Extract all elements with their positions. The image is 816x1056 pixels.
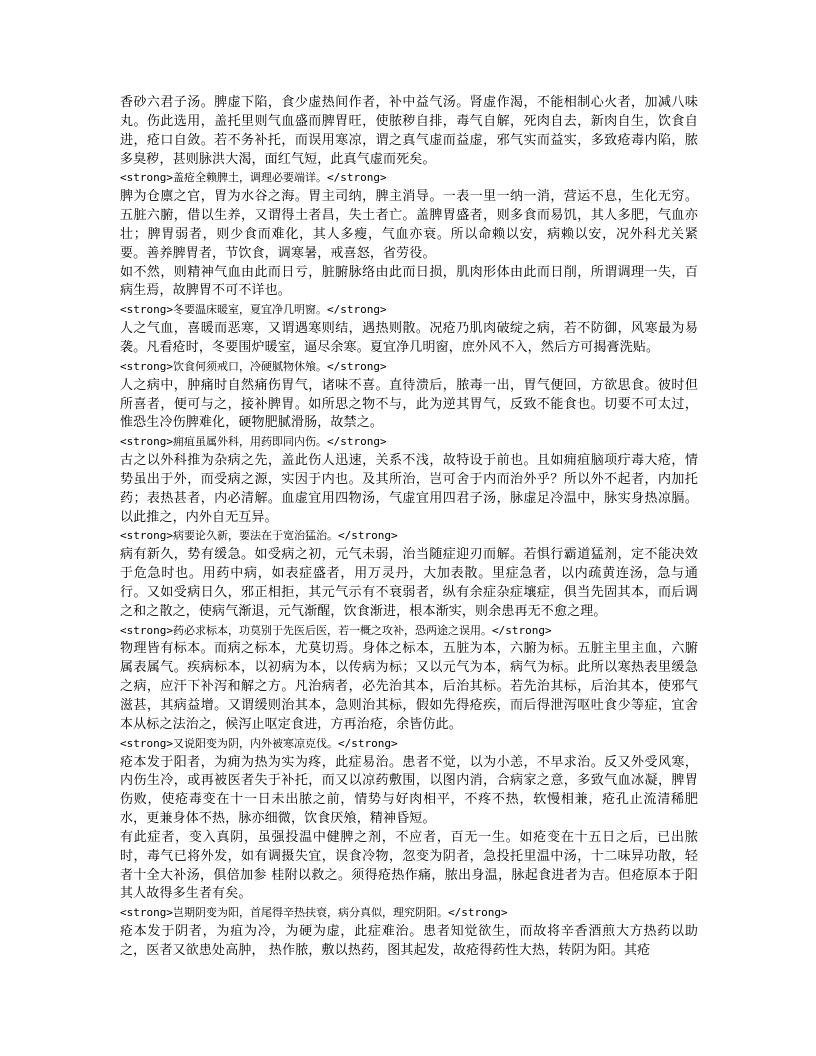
paragraph-continuation: 香砂六君子汤。脾虚下陷，食少虚热间作者，补中益气汤。肾虚作渴，不能相制心火者，加减八味丸。伤此选用，盖托里则气血盛而脾胃旺，使脓秽自排，毒气自解，死肉自去，新肉自生，饮食自进，疮口自敛。若不务补托，而误用寒凉，谓之真气虚而益虚，邪气实而益实，多致疮毒内陷，脓多臭秽，甚则脉洪大渴，面红气短，此真气虚而死矣。: [120, 95, 698, 167]
paragraph: 人之病中，肿痛时自然痛伤胃气，诸味不喜。直待溃后，脓毒一出，胃气便回，方欲思食。彼时但所喜者，便可与之，接补脾胃。如所思之物不与，此为逆其胃气，反致不能食也。切要不可太过，惟恐生冷伤脾难化，硬物肥腻滑肠，故禁之。: [120, 377, 698, 431]
section-heading: <strong>盖疮全赖脾土，调理必要端详。</strong>: [120, 171, 387, 185]
section-heading: <strong>冬要温床暖室，夏宜净几明窗。</strong>: [120, 303, 387, 317]
section-heading: <strong>病要论久新，要法在于宽治猛治。</strong>: [120, 529, 398, 543]
paragraph: 古之以外科推为杂病之先，盖此伤人迅速，关系不浅，故特设于前也。且如痈疽脑项疔毒大疮，情势虽出于外，而受病之源，实因于内也。及其所治，岂可舍于内而治外乎？所以外不起者，内加托药；表热甚者，内必清解。血虚宜用四物汤，气虚宜用四君子汤，脉虚足冷温中，脉实身热凉膈。以此推之，内外自无互异。: [120, 453, 698, 525]
paragraph-truncated: 疮本发于阴者，为疽为冷，为硬为虚，此症难治。患者知觉欲生，而故将辛香酒煎大方热药以助之，医者又欲患处高肿， 热作脓，敷以热药，图其起发，故疮得药性大热，转阴为阳。其疮: [120, 924, 698, 958]
paragraph: 有此症者，变入真阴，虽强投温中健脾之剂，不应者，百无一生。如疮变在十五日之后，已出脓时，毒气已将外发，如有调摄失宜，误食冷物，忽变为阴者，急投托里温中汤，十二味异功散，轻者十全大补汤，俱倍加参 桂附以救之。须得疮热作痛，脓出身温，脉起食进者为吉。但疮原本于阳其人故得多生者有矣。: [120, 829, 698, 902]
paragraph: 疮本发于阳者，为痈为热为实为疼，此症易治。患者不觉，以为小恙，不早求治。反又外受风寒，内伤生冷，或再被医者失于补托，而又以凉药敷围，以图内消，合病家之意，多致气血冰凝，脾胃伤败，使疮毒变在十一日未出脓之前，情势与好肉相平，不疼不热，软慢相兼，疮孔止流清稀肥水，更兼身体不热，脉亦细微，饮食厌飧，精神昏短。: [120, 754, 698, 827]
paragraph: 病有新久，势有缓急。如受病之初，元气未弱，治当随症迎刃而解。若惧行霸道猛剂，定不能决效于危急时也。用药中病，如表症盛者，用万灵丹，大加表散。里症急者，以内疏黄连汤，急与通行。又如受病日久，邪正相拒，其元气示有不衰弱者，纵有余症杂症壤症，俱当先固其本，而后调之和之散之，使病气渐退，元气渐醒，饮食渐进，根本渐实，则余患再无不愈之理。: [120, 547, 698, 619]
section-heading: <strong>药必求标本，功莫别于先医后医，若一概之攻补，恐两途之误用。</strong>: [120, 623, 552, 637]
section-heading: <strong>痈疽虽属外科，用药即同内伤。</strong>: [120, 435, 387, 449]
section-heading: <strong>岂期阴变为阳，首尾得辛热扶衰，病分真似，理究阴阳。</strong>: [120, 906, 508, 920]
paragraph: 物理皆有标本。而病之标本，尤莫切焉。身体之标本，五脏为本，六腑为标。五脏主里主血，六腑属表属气。疾病标本，以初病为本，以传病为标；又以元气为本，病气为标。此所以寒热表里缓急之病，应汗下补泻和解之方。凡治病者，必先治其本，后治其标。若先治其标，后治其本，使邪气滋甚，其病益增。又谓缓则治其本，急则治其标，假如先得疮疾，而后得泄泻呕吐食少等症，宜舍本从标之法治之，候泻止呕定食进，方再治疮，余皆仿此。: [120, 641, 698, 732]
section-heading: <strong>又说阳变为阴，内外被寒凉克伐。</strong>: [120, 736, 398, 750]
paragraph: 脾为仓廪之官，胃为水谷之海。胃主司纳，脾主消导。一表一里一纳一消，营运不息，生化无穷。五脏六腑，借以生养，又谓得土者昌，失土者亡。盖脾胃盛者，则多食而易饥，其人多肥，气血亦壮；脾胃弱者，则少食而难化，其人多瘦，气血亦衰。所以命赖以安，病赖以安，况外科尤关紧要。善养脾胃者，节饮食，调寒暑，戒喜怒，省劳役。: [120, 189, 698, 261]
section-heading: <strong>饮食何须戒口，冷硬腻物休飧。</strong>: [120, 359, 387, 373]
document-page: [120, 94, 698, 961]
paragraph: 如不然，则精神气血由此而日亏，脏腑脉络由此而日损，肌肉形体由此而日削，所谓调理一失，百病生焉，故脾胃不可不详也。: [120, 264, 698, 299]
paragraph: 人之气血，喜暖而恶寒，又谓遇寒则结，遇热则散。况疮乃肌肉破绽之病，若不防御，风寒最为易袭。凡看疮时，冬要围炉暖室，逼尽余寒。夏宜净几明窗，庶外风不入，然后方可揭膏洗贴。: [120, 321, 698, 355]
